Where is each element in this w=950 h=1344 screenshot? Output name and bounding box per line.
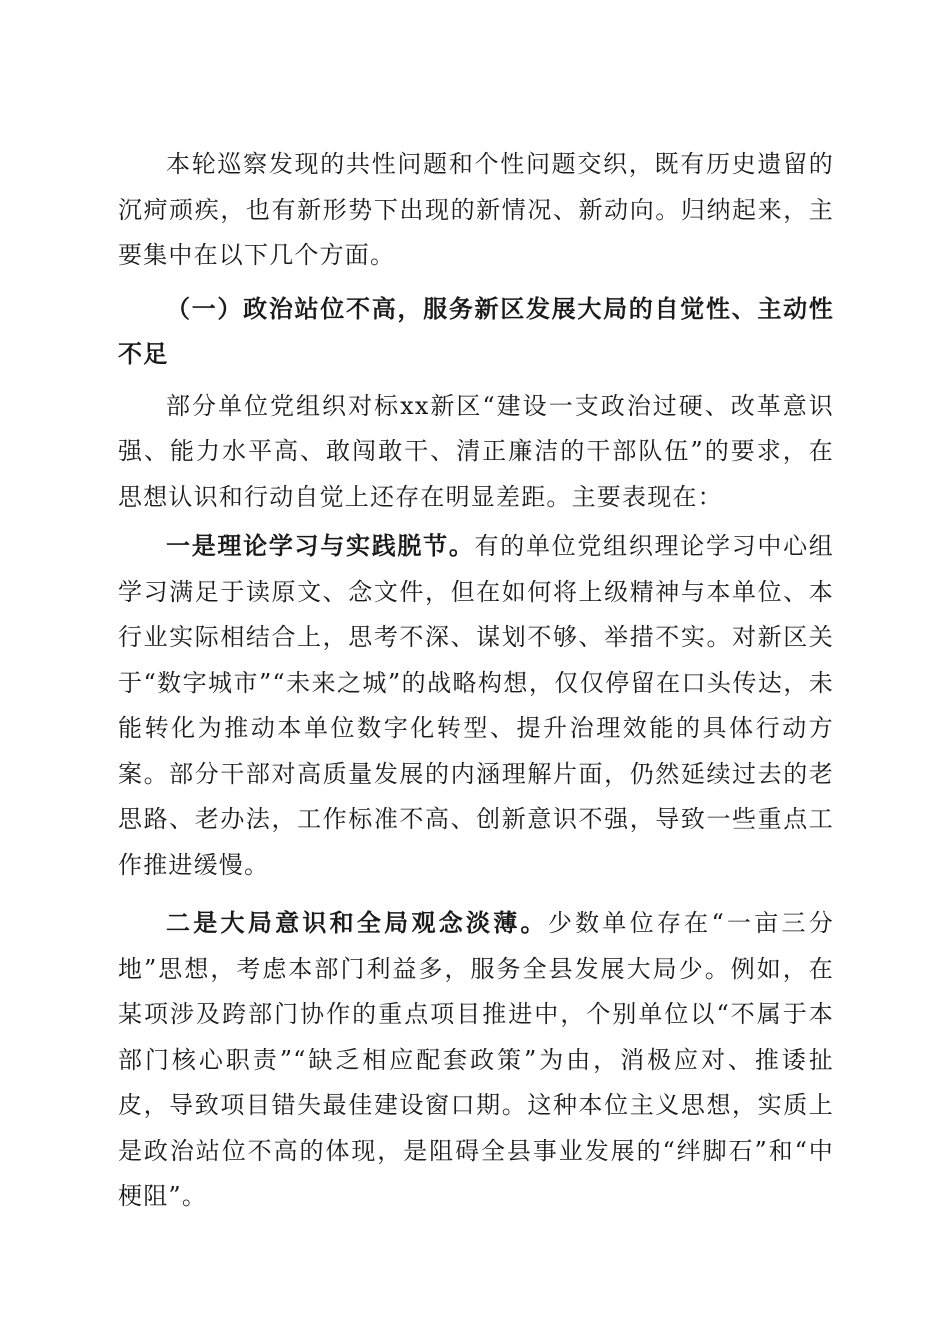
section-1-heading: （一）政治站位不高，服务新区发展大局的自觉性、主动性不足: [118, 293, 834, 368]
document-body: [118, 142, 834, 1220]
point-2-body: 少数单位存在“一亩三分地”思想，考虑本部门利益多，服务全县发展大局少。例如，在某项涉及跨部门协作的重点项目推进中，个别单位以“不属于本部门核心职责”“缺乏相应配套政策”为由，消极应对、推诿扯皮，导致项目错失最佳建设窗口期。这种本位主义思想，实质上是政治站位不高的体现，是阻碍全县事业发展的“绊脚石”和“中梗阻”。: [118, 909, 834, 1210]
intro-paragraph: 本轮巡察发现的共性问题和个性问题交织，既有历史遗留的沉疴顽疾，也有新形势下出现的新情况、新动向。归纳起来，主要集中在以下几个方面。: [118, 150, 834, 269]
point-1-body: 有的单位党组织理论学习中心组学习满足于读原文、念文件，但在如何将上级精神与本单位、本行业实际相结合上，思考不深、谋划不够、举措不实。对新区关于“数字城市”“未来之城”的战略构想，仅仅停留在口头传达，未能转化为推动本单位数字化转型、提升治理效能的具体行动方案。部分干部对高质量发展的内涵理解片面，仍然延续过去的老思路、老办法，工作标准不高、创新意识不强，导致一些重点工作推进缓慢。: [118, 532, 834, 879]
point-1-lead: 一是理论学习与实践脱节。: [166, 531, 475, 560]
section-1-intro-paragraph: 部分单位党组织对标xx新区“建设一支政治过硬、改革意识强、能力水平高、敢闯敢干、清正廉洁的干部队伍”的要求，在思想认识和行动自觉上还存在明显差距。主要表现在：: [118, 391, 834, 511]
point-1-paragraph: [118, 523, 834, 888]
point-2-lead: 二是大局意识和全局观念淡薄。: [166, 908, 548, 937]
point-2-paragraph: [118, 900, 834, 1220]
